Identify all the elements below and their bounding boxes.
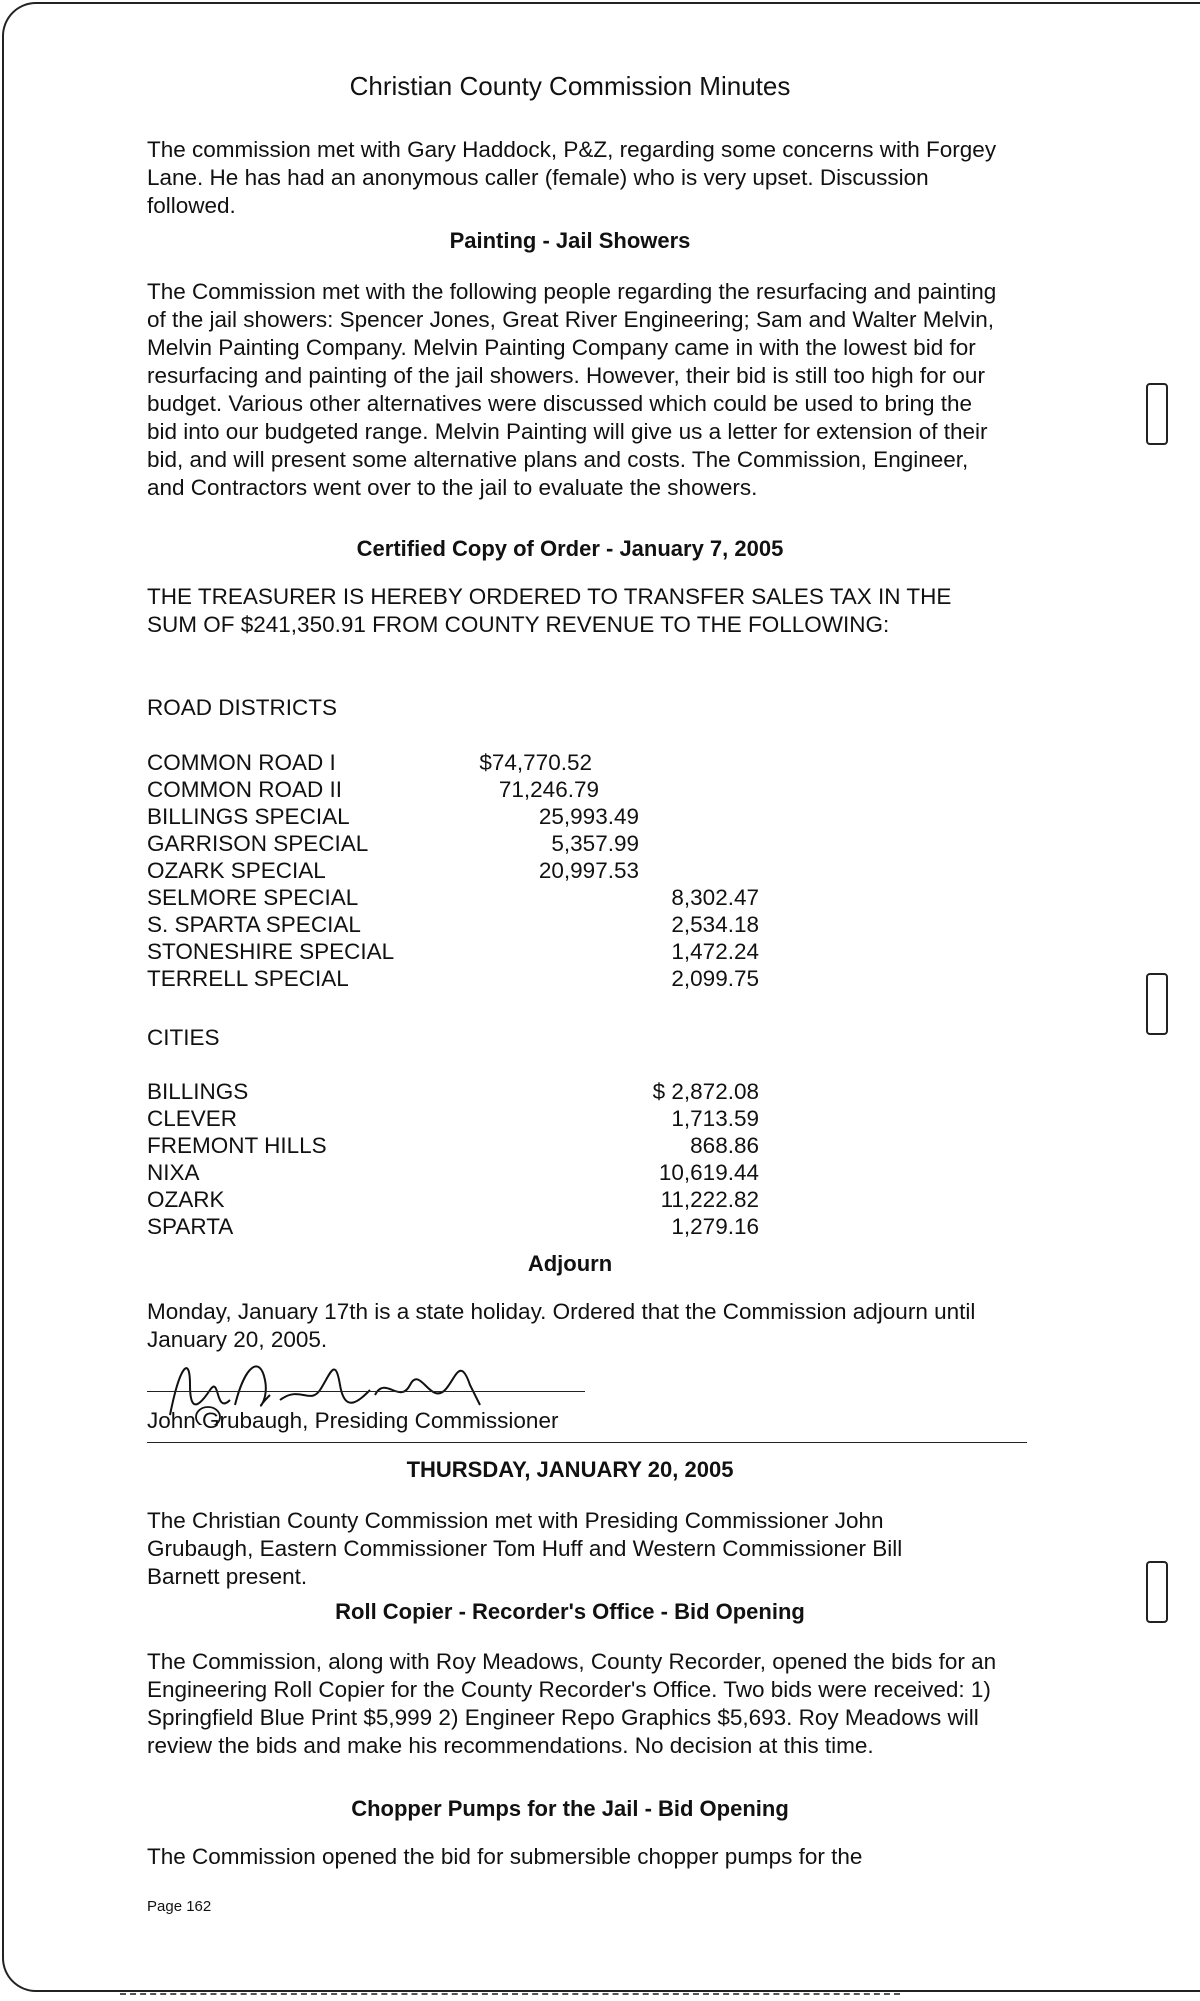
signer-name: John Grubaugh, Presiding Commissioner <box>147 1408 559 1433</box>
district-name: S. SPARTA SPECIAL <box>147 912 361 937</box>
city-amount: 868.86 <box>690 1133 759 1158</box>
table-row <box>147 776 747 804</box>
city-amount: 10,619.44 <box>658 1160 759 1185</box>
table-row <box>147 965 759 993</box>
district-name: OZARK SPECIAL <box>147 858 326 883</box>
city-name: SPARTA <box>147 1214 234 1239</box>
district-amount: 5,357.99 <box>551 831 639 856</box>
thursday-heading: THURSDAY, JANUARY 20, 2005 <box>406 1457 734 1482</box>
district-amount: 2,534.18 <box>671 912 759 937</box>
thursday-paragraph: The Christian County Commission met with Presiding Commissioner John Grubaugh, Eastern Commissioner Tom Huff and Western Commissioner Bill Barnett present. <box>147 1508 903 1589</box>
bottom-edge-marks <box>120 1993 900 1995</box>
district-name: BILLINGS SPECIAL <box>147 804 350 829</box>
district-name: SELMORE SPECIAL <box>147 885 359 910</box>
district-amount: $74,770.52 <box>479 750 592 775</box>
table-row <box>147 1132 759 1160</box>
city-amount: 11,222.82 <box>660 1187 759 1212</box>
city-amount: 1,279.16 <box>671 1214 759 1239</box>
page-number: Page 162 <box>147 1898 212 1915</box>
city-name: OZARK <box>147 1187 225 1212</box>
road-districts-label: ROAD DISTRICTS <box>147 695 338 720</box>
table-row <box>147 911 759 939</box>
city-name: FREMONT HILLS <box>147 1133 327 1158</box>
table-row <box>147 749 747 777</box>
district-amount: 20,997.53 <box>538 858 639 883</box>
table-row <box>147 1078 759 1106</box>
district-amount: 2,099.75 <box>671 966 759 991</box>
binder-hole <box>1146 1561 1168 1623</box>
signature-icon <box>160 1345 500 1425</box>
signature-line <box>147 1391 585 1392</box>
table-row <box>147 1159 759 1187</box>
district-name: STONESHIRE SPECIAL <box>147 939 395 964</box>
city-name: CLEVER <box>147 1106 238 1131</box>
adjourn-paragraph: Monday, January 17th is a state holiday. Ordered that the Commission adjourn until January 20, 2005. <box>147 1299 976 1352</box>
page-title: Christian County Commission Minutes <box>349 71 791 101</box>
intro-paragraph: The commission met with Gary Haddock, P&Z, regarding some concerns with Forgey Lane. He has had an anonymous caller (female) who is very upset. Discussion followed. <box>147 137 997 218</box>
city-name: BILLINGS <box>147 1079 249 1104</box>
district-amount: 25,993.49 <box>538 804 639 829</box>
table-row <box>147 857 747 885</box>
table-row <box>147 830 747 858</box>
district-name: COMMON ROAD II <box>147 777 342 802</box>
order-paragraph: THE TREASURER IS HEREBY ORDERED TO TRANSFER SALES TAX IN THE SUM OF $241,350.91 FROM COUNTY REVENUE TO THE FOLLOWING: <box>147 584 952 637</box>
painting-paragraph: The Commission met with the following people regarding the resurfacing and painting of the jail showers: Spencer Jones, Great River Engineering; Sam and Walter Melvin, Melvin Painting Company. Melvin Painting Company came in with the lowest bid for resurfacing and painting of the jail showers. However, their bid is still too high for our budget. Various other alternatives were discussed which could be used to bring the bid into our budgeted range. Melvin Painting will give us a letter for extension of their bid, and will present some alternative plans and costs. The Commission, Engineer, and Contractors went over to the jail to evaluate the showers. <box>147 279 997 500</box>
table-row <box>147 1213 759 1241</box>
district-amount: 71,246.79 <box>498 777 599 802</box>
table-row <box>147 1186 759 1214</box>
order-heading: Certified Copy of Order - January 7, 2005 <box>356 536 784 561</box>
district-amount: 8,302.47 <box>671 885 759 910</box>
roll-copier-paragraph: The Commission, along with Roy Meadows, County Recorder, opened the bids for an Engineering Roll Copier for the County Recorder's Office. Two bids were received: 1) Springfield Blue Print $5,999 2) Engineer Repo Graphics $5,693. Roy Meadows will review the bids and make his recommendations. No decision at this time. <box>147 1649 997 1758</box>
binder-hole <box>1146 973 1168 1035</box>
painting-heading: Painting - Jail Showers <box>449 228 691 253</box>
city-amount: 1,713.59 <box>671 1106 759 1131</box>
district-name: TERRELL SPECIAL <box>147 966 349 991</box>
district-name: GARRISON SPECIAL <box>147 831 369 856</box>
table-row <box>147 938 759 966</box>
section-divider <box>147 1442 1027 1443</box>
table-row <box>147 803 747 831</box>
roll-copier-heading: Roll Copier - Recorder's Office - Bid Opening <box>335 1599 805 1624</box>
chopper-paragraph: The Commission opened the bid for submersible chopper pumps for the <box>147 1844 863 1869</box>
table-row <box>147 1105 759 1133</box>
district-amount: 1,472.24 <box>671 939 759 964</box>
adjourn-heading: Adjourn <box>527 1251 613 1276</box>
cities-label: CITIES <box>147 1025 220 1050</box>
district-name: COMMON ROAD I <box>147 750 336 775</box>
city-amount: $ 2,872.08 <box>652 1079 759 1104</box>
table-row <box>147 884 759 912</box>
city-name: NIXA <box>147 1160 200 1185</box>
chopper-heading: Chopper Pumps for the Jail - Bid Opening <box>351 1796 789 1821</box>
binder-hole <box>1146 383 1168 445</box>
